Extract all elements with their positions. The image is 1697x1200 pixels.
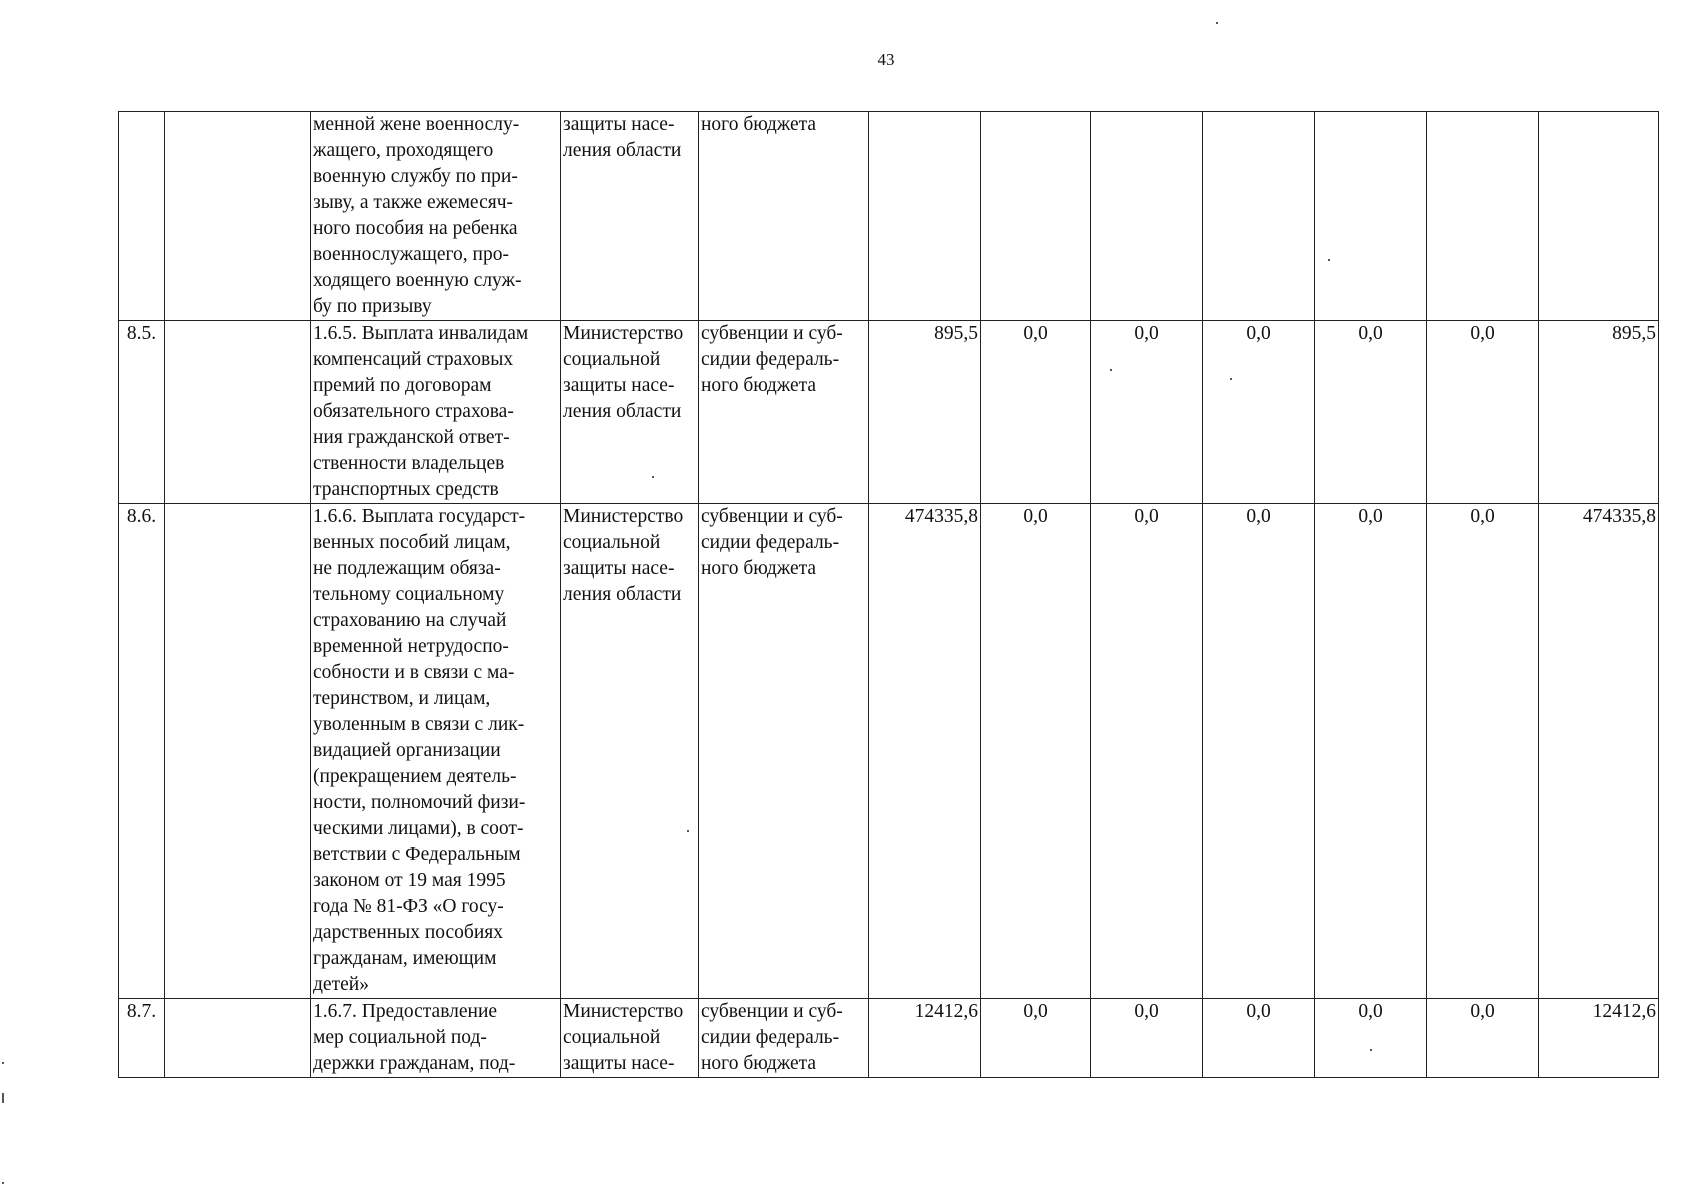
event-name-cell-line: ственности владельцев bbox=[313, 453, 505, 474]
event-name-cell-line: ходящего военную служ- bbox=[313, 270, 522, 291]
event-name-cell-line: гражданам, имеющим bbox=[313, 948, 497, 969]
table-row bbox=[119, 504, 1659, 999]
table-row bbox=[119, 112, 1659, 321]
executor-cell-line: защиты насе- bbox=[563, 375, 675, 396]
budget-table bbox=[118, 111, 1659, 1078]
row-number-cell: 8.6. bbox=[119, 504, 165, 999]
event-name-cell-line: (прекращением деятель- bbox=[313, 766, 517, 787]
amount-cell: 0,0 bbox=[981, 321, 1091, 504]
event-name-cell-line: собности и в связи с ма- bbox=[313, 662, 515, 683]
amount-cell bbox=[1203, 112, 1315, 321]
executor-cell-line: социальной bbox=[563, 532, 661, 553]
amount-cell: 0,0 bbox=[1315, 504, 1427, 999]
amount-cell: 474335,8 bbox=[869, 504, 981, 999]
scan-speck bbox=[687, 830, 689, 832]
funding-source-cell-line: ного бюджета bbox=[701, 1053, 817, 1074]
event-name-cell-line: мер социальной под- bbox=[313, 1027, 487, 1048]
event-name-cell-line: менной жене военнослу- bbox=[313, 114, 520, 135]
table-row bbox=[119, 321, 1659, 504]
amount-cell: 474335,8 bbox=[1539, 504, 1659, 999]
event-name-cell-line: 1.6.7. Предоставление bbox=[313, 1001, 498, 1022]
amount-cell: 0,0 bbox=[1315, 321, 1427, 504]
code-cell bbox=[165, 112, 311, 321]
amount-cell: 895,5 bbox=[1539, 321, 1659, 504]
row-number-cell: 8.7. bbox=[119, 999, 165, 1078]
scan-speck bbox=[1230, 378, 1232, 380]
event-name-cell-line: военную службу по при- bbox=[313, 166, 518, 187]
amount-cell: 12412,6 bbox=[1539, 999, 1659, 1078]
scan-speck bbox=[2, 1062, 4, 1064]
code-cell bbox=[165, 999, 311, 1078]
amount-cell bbox=[1539, 112, 1659, 321]
scan-speck bbox=[1370, 1049, 1372, 1051]
event-name-cell bbox=[311, 321, 561, 504]
funding-source-cell bbox=[699, 112, 869, 321]
event-name-cell-line: зыву, а также ежемесяч- bbox=[313, 192, 513, 213]
funding-source-cell-line: ного бюджета bbox=[701, 558, 817, 579]
event-name-cell-line: ности, полномочий физи- bbox=[313, 792, 526, 813]
event-name-cell-line: временной нетрудоспо- bbox=[313, 636, 509, 657]
page-number: 43 bbox=[877, 50, 895, 69]
executor-cell bbox=[561, 321, 699, 504]
event-name-cell-line: страхованию на случай bbox=[313, 610, 507, 631]
executor-cell-line: ления области bbox=[563, 584, 682, 605]
event-name-cell-line: ческими лицами), в соот- bbox=[313, 818, 524, 839]
event-name-cell-line: уволенным в связи с лик- bbox=[313, 714, 525, 735]
executor-cell-line: социальной bbox=[563, 349, 661, 370]
funding-source-cell-line: сидии федераль- bbox=[701, 532, 840, 553]
scan-speck bbox=[2, 1182, 4, 1184]
funding-source-cell-line: субвенции и суб- bbox=[701, 506, 843, 527]
amount-cell: 0,0 bbox=[1091, 504, 1203, 999]
event-name-cell bbox=[311, 999, 561, 1078]
amount-cell: 0,0 bbox=[1315, 999, 1427, 1078]
executor-cell-line: ления области bbox=[563, 140, 682, 161]
event-name-cell-line: компенсаций страховых bbox=[313, 349, 514, 370]
code-cell bbox=[165, 321, 311, 504]
funding-source-cell-line: сидии федераль- bbox=[701, 349, 840, 370]
event-name-cell-line: 1.6.6. Выплата государст- bbox=[313, 506, 526, 527]
scan-speck bbox=[1328, 259, 1330, 261]
event-name-cell bbox=[311, 504, 561, 999]
event-name-cell-line: ветствии с Федеральным bbox=[313, 844, 521, 865]
amount-cell: 0,0 bbox=[1427, 999, 1539, 1078]
funding-source-cell bbox=[699, 321, 869, 504]
funding-source-cell bbox=[699, 504, 869, 999]
executor-cell-line: Министерство bbox=[563, 1001, 684, 1022]
funding-source-cell-line: ного бюджета bbox=[701, 114, 817, 135]
amount-cell: 0,0 bbox=[981, 999, 1091, 1078]
executor-cell-line: социальной bbox=[563, 1027, 661, 1048]
event-name-cell-line: видацией организации bbox=[313, 740, 501, 761]
event-name-cell-line: 1.6.5. Выплата инвалидам bbox=[313, 323, 529, 344]
amount-cell: 0,0 bbox=[1427, 504, 1539, 999]
executor-cell bbox=[561, 504, 699, 999]
scan-speck bbox=[1216, 22, 1218, 24]
event-name-cell bbox=[311, 112, 561, 321]
event-name-cell-line: премий по договорам bbox=[313, 375, 492, 396]
scan-speck bbox=[2, 1093, 4, 1103]
event-name-cell-line: транспортных средств bbox=[313, 479, 499, 500]
event-name-cell-line: не подлежащим обяза- bbox=[313, 558, 501, 579]
event-name-cell-line: бу по призыву bbox=[313, 296, 432, 317]
event-name-cell-line: ния гражданской ответ- bbox=[313, 427, 510, 448]
funding-source-cell-line: сидии федераль- bbox=[701, 1027, 840, 1048]
funding-source-cell-line: субвенции и суб- bbox=[701, 1001, 843, 1022]
event-name-cell-line: детей» bbox=[313, 974, 369, 995]
amount-cell bbox=[869, 112, 981, 321]
amount-cell: 0,0 bbox=[1203, 321, 1315, 504]
amount-cell: 0,0 bbox=[1427, 321, 1539, 504]
amount-cell: 12412,6 bbox=[869, 999, 981, 1078]
funding-source-cell-line: субвенции и суб- bbox=[701, 323, 843, 344]
event-name-cell-line: ного пособия на ребенка bbox=[313, 218, 518, 239]
amount-cell: 0,0 bbox=[1091, 321, 1203, 504]
event-name-cell-line: дарственных пособиях bbox=[313, 922, 504, 943]
funding-source-cell bbox=[699, 999, 869, 1078]
code-cell bbox=[165, 504, 311, 999]
event-name-cell-line: тельному социальному bbox=[313, 584, 505, 605]
amount-cell bbox=[981, 112, 1091, 321]
amount-cell: 0,0 bbox=[1203, 504, 1315, 999]
executor-cell bbox=[561, 999, 699, 1078]
event-name-cell-line: жащего, проходящего bbox=[313, 140, 494, 161]
row-number-cell: 8.5. bbox=[119, 321, 165, 504]
scan-speck bbox=[652, 476, 654, 478]
event-name-cell-line: законом от 19 мая 1995 bbox=[313, 870, 506, 891]
event-name-cell-line: венных пособий лицам, bbox=[313, 532, 511, 553]
table-row bbox=[119, 999, 1659, 1078]
executor-cell-line: Министерство bbox=[563, 506, 684, 527]
event-name-cell-line: обязательного страхова- bbox=[313, 401, 514, 422]
amount-cell bbox=[1091, 112, 1203, 321]
amount-cell: 0,0 bbox=[1203, 999, 1315, 1078]
event-name-cell-line: военнослужащего, про- bbox=[313, 244, 509, 265]
event-name-cell-line: теринством, и лицам, bbox=[313, 688, 491, 709]
amount-cell bbox=[1315, 112, 1427, 321]
amount-cell: 895,5 bbox=[869, 321, 981, 504]
amount-cell: 0,0 bbox=[981, 504, 1091, 999]
amount-cell: 0,0 bbox=[1091, 999, 1203, 1078]
amount-cell bbox=[1427, 112, 1539, 321]
scan-speck bbox=[1110, 369, 1112, 371]
event-name-cell-line: держки гражданам, под- bbox=[313, 1053, 516, 1074]
event-name-cell-line: года № 81-ФЗ «О госу- bbox=[313, 896, 504, 917]
funding-source-cell-line: ного бюджета bbox=[701, 375, 817, 396]
executor-cell-line: защиты насе- bbox=[563, 558, 675, 579]
executor-cell-line: защиты насе- bbox=[563, 1053, 675, 1074]
executor-cell-line: ления области bbox=[563, 401, 682, 422]
executor-cell-line: защиты насе- bbox=[563, 114, 675, 135]
executor-cell bbox=[561, 112, 699, 321]
executor-cell-line: Министерство bbox=[563, 323, 684, 344]
row-number-cell bbox=[119, 112, 165, 321]
table-body bbox=[119, 112, 1659, 1078]
